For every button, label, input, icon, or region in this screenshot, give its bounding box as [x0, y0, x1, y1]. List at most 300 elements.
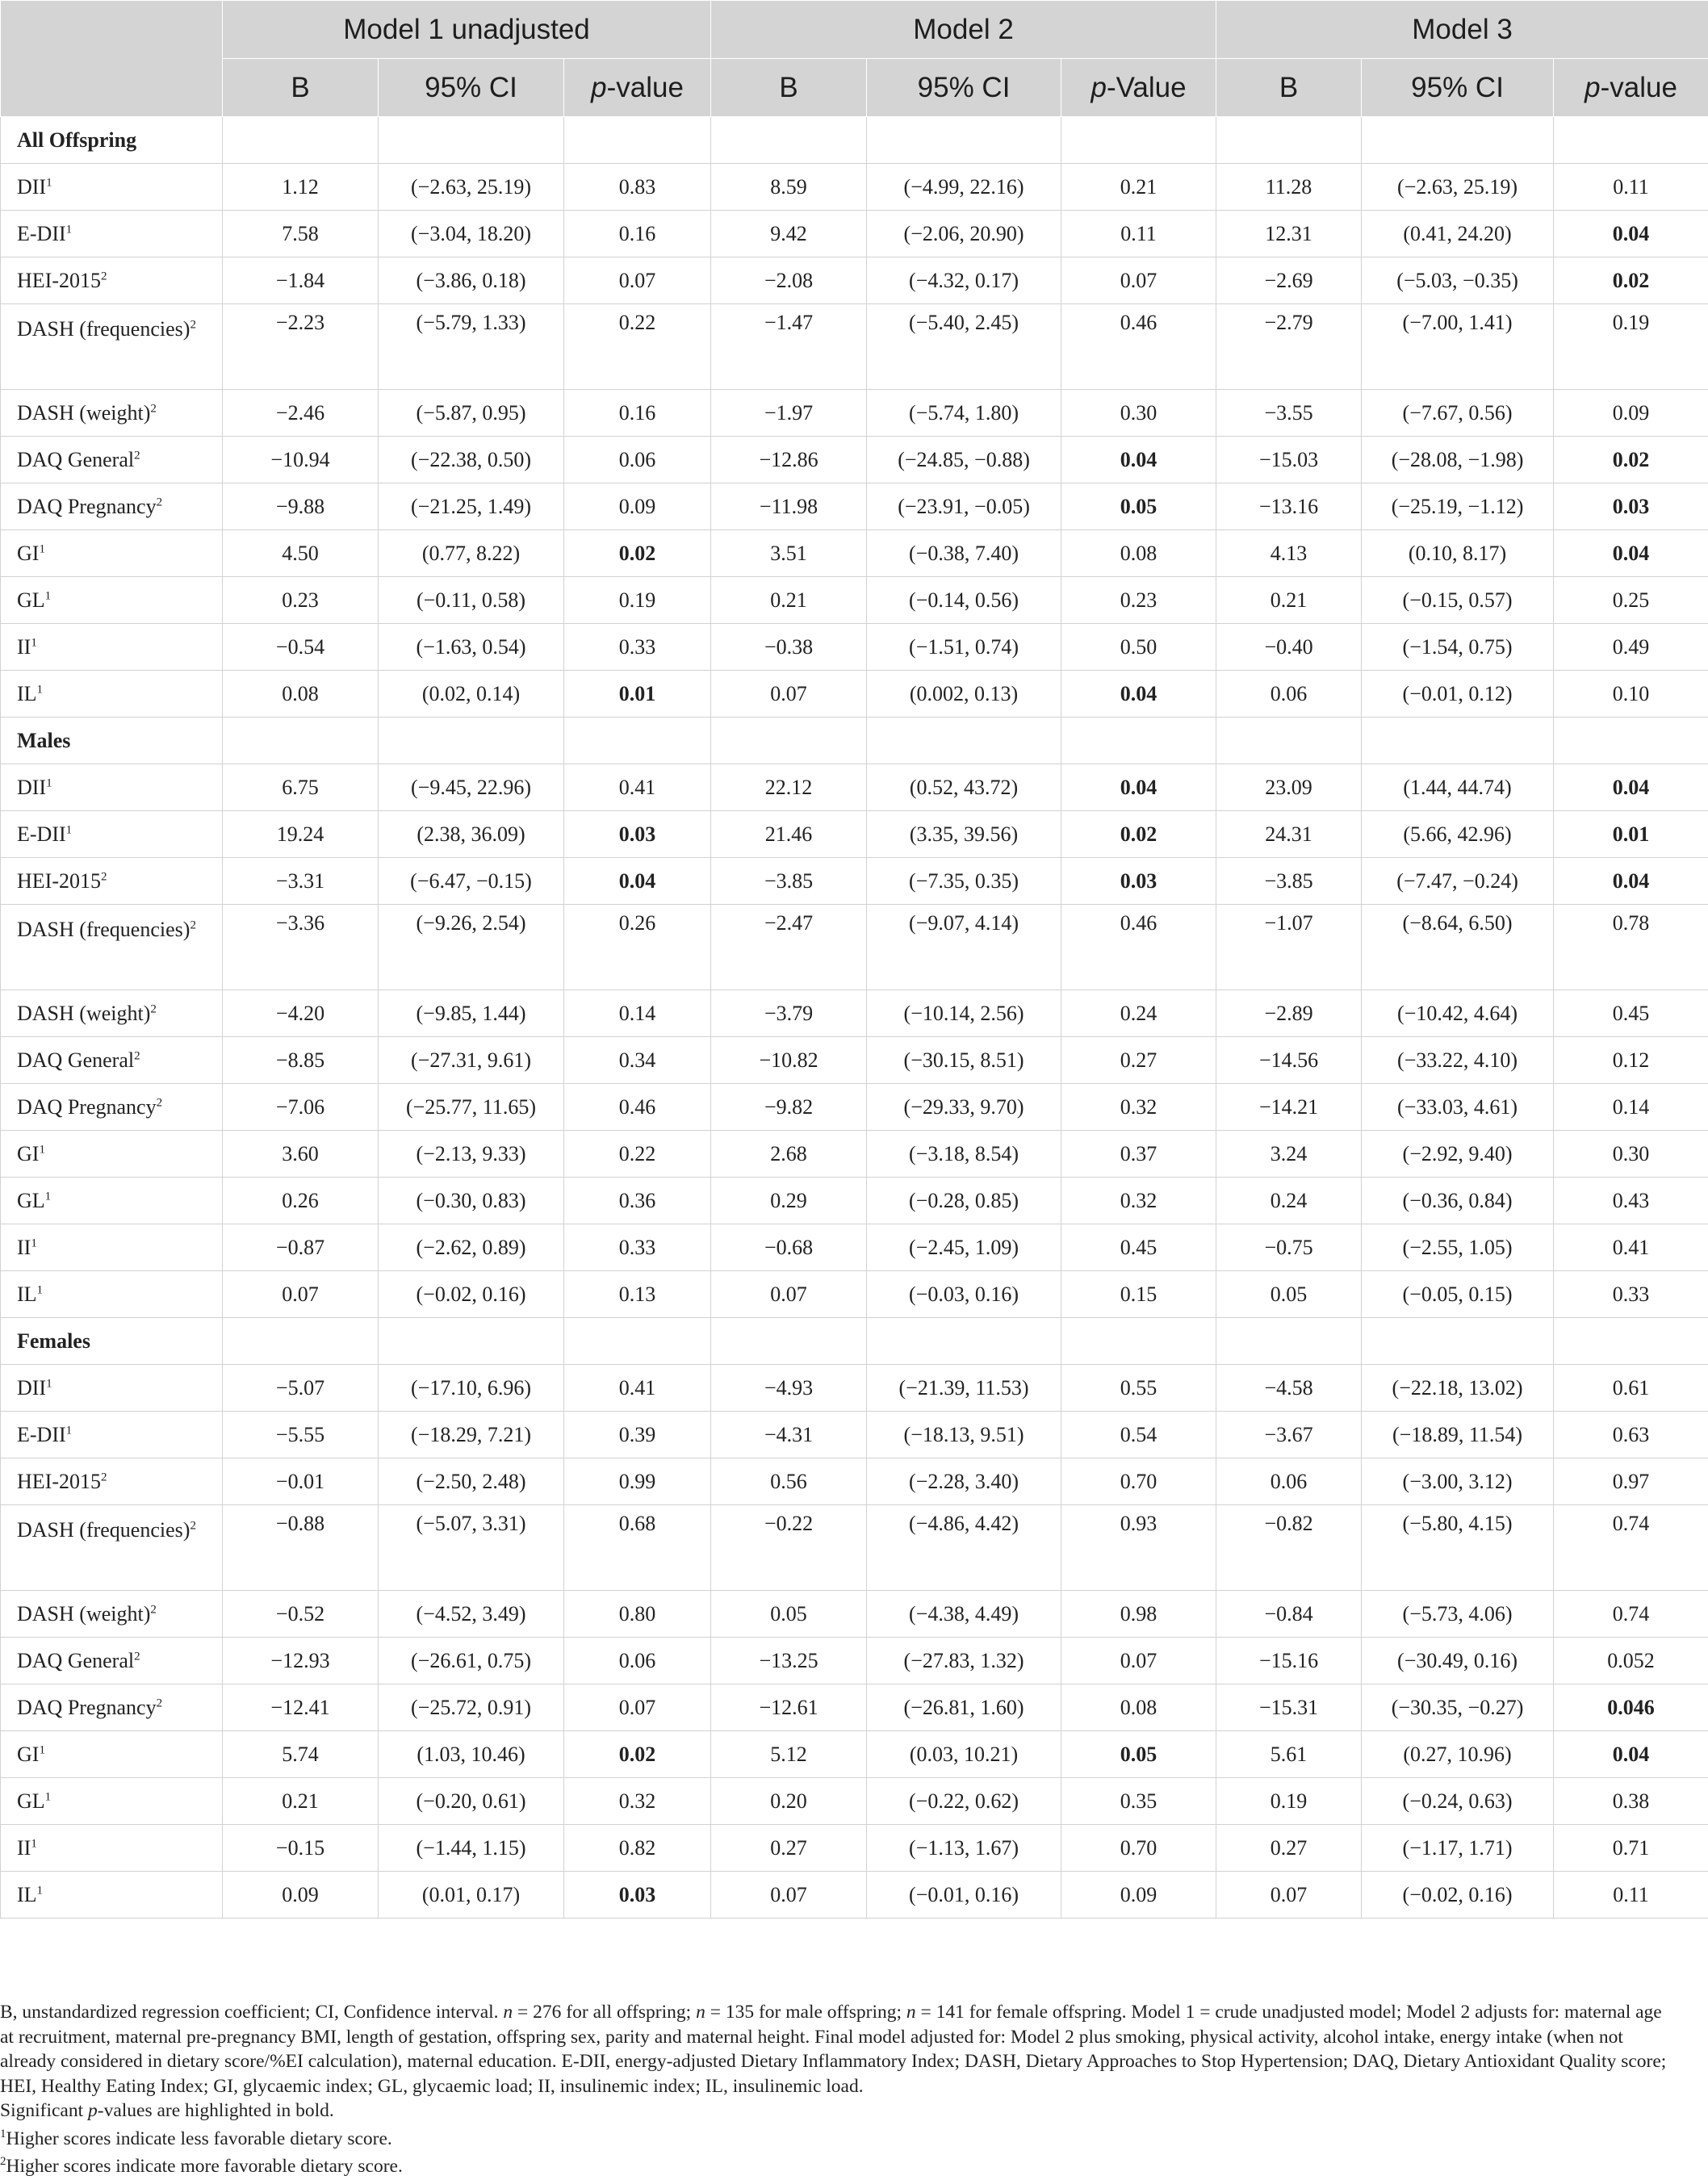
value-cell: 0.27 — [711, 1825, 867, 1872]
row-label-text: E-DII — [17, 1422, 66, 1446]
value-cell: (−0.15, 0.57) — [1362, 577, 1554, 624]
row-label-text: DII — [17, 1375, 47, 1400]
value-cell: −4.58 — [1216, 1365, 1362, 1412]
value-cell: 0.20 — [711, 1778, 867, 1825]
significant-value: 0.02 — [618, 541, 656, 565]
value-cell: (−28.08, −1.98) — [1362, 437, 1554, 483]
value-cell: −1.07 — [1216, 905, 1362, 990]
value-cell: (−1.63, 0.54) — [379, 624, 564, 671]
row-label-sup: 2 — [190, 318, 196, 332]
header-group-row — [1, 1, 1708, 59]
value-cell: (−9.26, 2.54) — [379, 905, 564, 990]
value-cell: (−2.63, 25.19) — [379, 164, 564, 211]
row-label-text: DASH (frequencies) — [17, 1518, 190, 1542]
significant-value: 0.02 — [1612, 268, 1650, 292]
value-cell: 23.09 — [1216, 764, 1362, 811]
value-cell: 0.26 — [564, 905, 711, 990]
significant-value: 0.02 — [1612, 447, 1650, 471]
value-cell: (−30.35, −0.27) — [1362, 1684, 1554, 1731]
value-cell: −0.68 — [711, 1224, 867, 1271]
value-cell: 0.54 — [1061, 1412, 1216, 1458]
table-row — [1, 1131, 1708, 1178]
row-label-text: GL — [17, 588, 45, 612]
significant-value: 0.03 — [1120, 868, 1158, 893]
section-row — [1, 1318, 1708, 1365]
value-cell: (−2.13, 9.33) — [379, 1131, 564, 1178]
table-row — [1, 1084, 1708, 1131]
value-cell: (0.77, 8.22) — [379, 530, 564, 577]
row-label-text: DII — [17, 174, 47, 199]
value-cell: 0.05 — [1216, 1271, 1362, 1318]
value-cell: 0.50 — [1061, 624, 1216, 671]
row-label — [1, 1684, 223, 1731]
table-row — [1, 1778, 1708, 1825]
value-cell: 24.31 — [1216, 811, 1362, 858]
row-label — [1, 1591, 223, 1638]
significant-value: 0.046 — [1607, 1695, 1655, 1719]
subheader-text: B — [291, 71, 310, 103]
text-run: = 276 for all offspring; — [513, 2002, 697, 2023]
row-label — [1, 437, 223, 483]
row-label-sup: 1 — [44, 1789, 52, 1803]
value-cell: (−0.28, 0.85) — [867, 1178, 1061, 1224]
value-cell: 0.68 — [564, 1505, 711, 1591]
table-row — [1, 1591, 1708, 1638]
table-row — [1, 811, 1708, 858]
row-label-sup: 1 — [36, 682, 44, 696]
value-cell — [1554, 437, 1708, 483]
row-label — [1, 764, 223, 811]
row-label — [1, 483, 223, 530]
subheader-cell — [867, 59, 1061, 117]
row-label-sup: 1 — [31, 1836, 37, 1850]
value-cell: (−0.02, 0.16) — [379, 1271, 564, 1318]
empty-cell — [711, 718, 867, 764]
value-cell: (−17.10, 6.96) — [379, 1365, 564, 1412]
value-cell: (−1.51, 0.74) — [867, 624, 1061, 671]
value-cell: 0.07 — [564, 257, 711, 304]
value-cell: 0.46 — [1061, 304, 1216, 390]
table-row — [1, 1872, 1708, 1918]
empty-cell — [223, 117, 379, 164]
value-cell: (0.02, 0.14) — [379, 671, 564, 718]
value-cell: 0.23 — [223, 577, 379, 624]
significant-value: 0.03 — [1612, 494, 1650, 518]
value-cell: (−18.89, 11.54) — [1362, 1412, 1554, 1458]
value-cell: 5.12 — [711, 1731, 867, 1778]
value-cell: 0.09 — [1061, 1872, 1216, 1918]
value-cell: −15.03 — [1216, 437, 1362, 483]
value-cell: −0.40 — [1216, 624, 1362, 671]
row-label-sup: 2 — [100, 1470, 107, 1483]
value-cell — [564, 530, 711, 577]
row-label-sup: 1 — [39, 1743, 45, 1756]
value-cell: 0.37 — [1061, 1131, 1216, 1178]
value-cell: (−2.06, 20.90) — [867, 211, 1061, 257]
row-label-sup: 1 — [65, 1423, 73, 1437]
row-label-text: II — [17, 634, 31, 659]
empty-cell — [223, 718, 379, 764]
row-label — [1, 1224, 223, 1271]
row-label-text: DASH (weight) — [17, 1001, 151, 1025]
significant-value: 0.04 — [618, 868, 656, 893]
section-title: Females — [1, 1318, 223, 1365]
value-cell: −2.46 — [223, 390, 379, 437]
value-cell: 0.23 — [1061, 577, 1216, 624]
value-cell: 0.16 — [564, 390, 711, 437]
subheader-cell — [1061, 59, 1216, 117]
value-cell — [1554, 1731, 1708, 1778]
subheader-text: 95% CI — [425, 71, 517, 103]
value-cell: −3.85 — [711, 858, 867, 905]
value-cell: 0.14 — [564, 990, 711, 1037]
value-cell: −4.31 — [711, 1412, 867, 1458]
value-cell: 0.19 — [1216, 1778, 1362, 1825]
value-cell: (−33.03, 4.61) — [1362, 1084, 1554, 1131]
table-row — [1, 390, 1708, 437]
value-cell — [564, 671, 711, 718]
empty-cell — [1554, 117, 1708, 164]
row-label-sup: 1 — [44, 588, 52, 602]
value-cell: 0.32 — [1061, 1178, 1216, 1224]
value-cell: 0.26 — [223, 1178, 379, 1224]
value-cell: (1.44, 44.74) — [1362, 764, 1554, 811]
value-cell: (0.10, 8.17) — [1362, 530, 1554, 577]
value-cell — [564, 1872, 711, 1918]
value-cell: (5.66, 42.96) — [1362, 811, 1554, 858]
significant-value: 0.04 — [1612, 541, 1650, 565]
subheader-text: B — [1279, 71, 1299, 103]
value-cell: −3.36 — [223, 905, 379, 990]
table-row — [1, 990, 1708, 1037]
value-cell: 0.27 — [1061, 1037, 1216, 1084]
value-cell: (−5.03, −0.35) — [1362, 257, 1554, 304]
row-label-sup: 2 — [100, 869, 107, 883]
text-run: = 141 for female offspring. Model 1 = crude unadjusted model; Model 2 adjusts for: maternal age at recruitment, maternal pre-pregnancy BMI, length of gestation, offspring sex, parity and maternal height. Final model adjusted for: Model 2 plus smoking, physical activity, alcohol intake, energy intake (when not already considered in dietary score/%EI calculation), maternal education. E-DII, energy-adjusted Dietary Inflammatory Index; DASH, Dietary Approaches to Stop Hypertension; DAQ, Dietary Antioxidant Quality score; HEI, Healthy Eating Index; GI, glycaemic index; GL, glycaemic load; II, insulinemic index; IL, insulinemic load. — [0, 2002, 1667, 2097]
value-cell: 0.55 — [1061, 1365, 1216, 1412]
significant-value: 0.04 — [1612, 1742, 1650, 1766]
value-cell: 0.19 — [564, 577, 711, 624]
row-label-text: DAQ Pregnancy — [17, 494, 157, 518]
value-cell: −3.55 — [1216, 390, 1362, 437]
table-row — [1, 1505, 1708, 1591]
value-cell: (−3.04, 18.20) — [379, 211, 564, 257]
value-cell — [1554, 257, 1708, 304]
value-cell: 8.59 — [711, 164, 867, 211]
row-label-sup: 2 — [156, 1095, 163, 1109]
value-cell: −3.31 — [223, 858, 379, 905]
row-label-text: IL — [17, 1282, 37, 1306]
value-cell: (−9.07, 4.14) — [867, 905, 1061, 990]
value-cell: (−1.44, 1.15) — [379, 1825, 564, 1872]
table-row — [1, 1037, 1708, 1084]
table-notes — [0, 2000, 1679, 2179]
empty-cell — [867, 117, 1061, 164]
header-model-1: Model 1 unadjusted — [223, 1, 711, 59]
row-label — [1, 1412, 223, 1458]
value-cell: 0.32 — [1061, 1084, 1216, 1131]
value-cell: −10.94 — [223, 437, 379, 483]
value-cell: 9.42 — [711, 211, 867, 257]
value-cell: −1.84 — [223, 257, 379, 304]
value-cell: 0.97 — [1554, 1458, 1708, 1505]
value-cell: (−2.28, 3.40) — [867, 1458, 1061, 1505]
subheader-cell — [223, 59, 379, 117]
value-cell: 0.93 — [1061, 1505, 1216, 1591]
value-cell: 0.06 — [1216, 671, 1362, 718]
value-cell: 0.43 — [1554, 1178, 1708, 1224]
significance-note — [0, 2098, 1679, 2124]
value-cell: 22.12 — [711, 764, 867, 811]
row-label-sup: 1 — [44, 1189, 52, 1203]
value-cell: (−2.63, 25.19) — [1362, 164, 1554, 211]
row-label — [1, 671, 223, 718]
value-cell: (−2.92, 9.40) — [1362, 1131, 1554, 1178]
value-cell: (−30.49, 0.16) — [1362, 1638, 1554, 1684]
value-cell: 0.11 — [1554, 1872, 1708, 1918]
row-label-sup: 1 — [46, 175, 52, 189]
empty-cell — [1216, 117, 1362, 164]
table-row — [1, 1271, 1708, 1318]
value-cell: 3.51 — [711, 530, 867, 577]
value-cell — [564, 1731, 711, 1778]
significant-value: 0.01 — [618, 681, 656, 705]
value-cell: 0.14 — [1554, 1084, 1708, 1131]
row-label-text: HEI-2015 — [17, 268, 101, 292]
significant-value: 0.05 — [1120, 494, 1158, 518]
value-cell: (−6.47, −0.15) — [379, 858, 564, 905]
footnote — [0, 2127, 1679, 2152]
empty-cell — [379, 718, 564, 764]
value-cell: (−8.64, 6.50) — [1362, 905, 1554, 990]
table-row — [1, 1458, 1708, 1505]
value-cell: (3.35, 39.56) — [867, 811, 1061, 858]
value-cell: (−5.40, 2.45) — [867, 304, 1061, 390]
value-cell: (−5.79, 1.33) — [379, 304, 564, 390]
value-cell: 0.16 — [564, 211, 711, 257]
value-cell: (−3.00, 3.12) — [1362, 1458, 1554, 1505]
subheader-text: -value — [1600, 71, 1677, 103]
value-cell: −3.79 — [711, 990, 867, 1037]
value-cell: (−30.15, 8.51) — [867, 1037, 1061, 1084]
value-cell: −0.52 — [223, 1591, 379, 1638]
value-cell: 0.06 — [564, 1638, 711, 1684]
value-cell — [1061, 671, 1216, 718]
row-label-sup: 2 — [134, 448, 140, 462]
value-cell: (−4.99, 22.16) — [867, 164, 1061, 211]
value-cell: (−2.45, 1.09) — [867, 1224, 1061, 1271]
value-cell: −4.93 — [711, 1365, 867, 1412]
row-label — [1, 858, 223, 905]
value-cell: −13.25 — [711, 1638, 867, 1684]
row-label — [1, 164, 223, 211]
value-cell: (−2.62, 0.89) — [379, 1224, 564, 1271]
row-label-text: GL — [17, 1789, 45, 1813]
value-cell: 0.74 — [1554, 1505, 1708, 1591]
value-cell: (−5.74, 1.80) — [867, 390, 1061, 437]
row-label — [1, 390, 223, 437]
value-cell: 0.22 — [564, 1131, 711, 1178]
footnote-marker: 1 — [0, 2127, 6, 2140]
value-cell: 0.45 — [1554, 990, 1708, 1037]
value-cell: −11.98 — [711, 483, 867, 530]
value-cell: 0.19 — [1554, 304, 1708, 390]
value-cell: (−10.42, 4.64) — [1362, 990, 1554, 1037]
text-run: -values are highlighted in bold. — [97, 2100, 334, 2121]
value-cell: (−1.13, 1.67) — [867, 1825, 1061, 1872]
row-label — [1, 1037, 223, 1084]
value-cell: −3.67 — [1216, 1412, 1362, 1458]
value-cell: 0.052 — [1554, 1638, 1708, 1684]
subheader-cell — [564, 59, 711, 117]
value-cell: (0.27, 10.96) — [1362, 1731, 1554, 1778]
value-cell: 0.34 — [564, 1037, 711, 1084]
value-cell: 0.11 — [1061, 211, 1216, 257]
significant-value: 0.05 — [1120, 1742, 1158, 1766]
empty-cell — [1554, 1318, 1708, 1365]
row-label-sup: 2 — [150, 1002, 157, 1015]
value-cell: 0.70 — [1061, 1825, 1216, 1872]
italic-run: n — [906, 2002, 916, 2023]
empty-cell — [1362, 718, 1554, 764]
header-corner — [1, 1, 223, 117]
value-cell: 0.07 — [1216, 1872, 1362, 1918]
row-label-text: IL — [17, 1882, 37, 1906]
row-label-sup: 2 — [134, 1649, 140, 1663]
row-label — [1, 905, 223, 990]
empty-cell — [564, 1318, 711, 1365]
value-cell: −0.82 — [1216, 1505, 1362, 1591]
row-label — [1, 990, 223, 1037]
value-cell: (−24.85, −0.88) — [867, 437, 1061, 483]
row-label — [1, 1178, 223, 1224]
value-cell: 0.08 — [223, 671, 379, 718]
value-cell: (−10.14, 2.56) — [867, 990, 1061, 1037]
value-cell: 0.21 — [223, 1778, 379, 1825]
value-cell: (−0.38, 7.40) — [867, 530, 1061, 577]
subheader-text: B — [779, 71, 798, 103]
value-cell: −7.06 — [223, 1084, 379, 1131]
row-label — [1, 1731, 223, 1778]
value-cell: (0.52, 43.72) — [867, 764, 1061, 811]
significant-value: 0.04 — [1612, 221, 1650, 245]
value-cell — [1061, 764, 1216, 811]
value-cell: (1.03, 10.46) — [379, 1731, 564, 1778]
value-cell: 0.41 — [564, 764, 711, 811]
value-cell: 0.80 — [564, 1591, 711, 1638]
subheader-text: 95% CI — [917, 71, 1011, 103]
header-model-2: Model 2 — [711, 1, 1216, 59]
value-cell: (−2.55, 1.05) — [1362, 1224, 1554, 1271]
value-cell — [1554, 811, 1708, 858]
empty-cell — [1061, 117, 1216, 164]
row-label — [1, 257, 223, 304]
empty-cell — [711, 117, 867, 164]
value-cell: (−22.38, 0.50) — [379, 437, 564, 483]
empty-cell — [1362, 1318, 1554, 1365]
value-cell: (−5.07, 3.31) — [379, 1505, 564, 1591]
value-cell: 0.32 — [564, 1778, 711, 1825]
value-cell: 1.12 — [223, 164, 379, 211]
row-label — [1, 577, 223, 624]
value-cell: 0.07 — [711, 1872, 867, 1918]
table-row — [1, 437, 1708, 483]
row-label-sup: 1 — [39, 1142, 45, 1156]
value-cell: −9.88 — [223, 483, 379, 530]
value-cell: −0.15 — [223, 1825, 379, 1872]
table-row — [1, 1178, 1708, 1224]
value-cell: (−4.38, 4.49) — [867, 1591, 1061, 1638]
value-cell: 0.38 — [1554, 1778, 1708, 1825]
row-label-sup: 2 — [150, 401, 157, 415]
row-label — [1, 1825, 223, 1872]
row-label-text: DASH (frequencies) — [17, 918, 190, 941]
row-label — [1, 1505, 223, 1591]
significant-value: 0.01 — [1612, 822, 1650, 846]
empty-cell — [711, 1318, 867, 1365]
value-cell — [1554, 1684, 1708, 1731]
value-cell — [1061, 1731, 1216, 1778]
row-label-sup: 1 — [39, 542, 45, 555]
value-cell — [1554, 764, 1708, 811]
italic-run: p — [88, 2100, 98, 2121]
value-cell: (0.01, 0.17) — [379, 1872, 564, 1918]
empty-cell — [867, 1318, 1061, 1365]
table-row — [1, 905, 1708, 990]
empty-cell — [1362, 117, 1554, 164]
value-cell: −2.79 — [1216, 304, 1362, 390]
significant-value: 0.02 — [1120, 822, 1158, 846]
table-row — [1, 671, 1708, 718]
value-cell: 5.61 — [1216, 1731, 1362, 1778]
value-cell: (−0.02, 0.16) — [1362, 1872, 1554, 1918]
value-cell: 0.07 — [564, 1684, 711, 1731]
value-cell: −4.20 — [223, 990, 379, 1037]
significant-value: 0.03 — [618, 822, 656, 846]
value-cell: 0.33 — [564, 624, 711, 671]
value-cell: 0.29 — [711, 1178, 867, 1224]
value-cell: (−5.87, 0.95) — [379, 390, 564, 437]
subheader-cell — [1362, 59, 1554, 117]
table-row — [1, 257, 1708, 304]
value-cell: (−0.36, 0.84) — [1362, 1178, 1554, 1224]
row-label-text: DASH (weight) — [17, 1601, 151, 1626]
value-cell: −0.87 — [223, 1224, 379, 1271]
row-label-text: HEI-2015 — [17, 1469, 101, 1493]
value-cell: −0.75 — [1216, 1224, 1362, 1271]
row-label — [1, 1131, 223, 1178]
value-cell: 0.21 — [1061, 164, 1216, 211]
row-label-sup: 1 — [36, 1282, 44, 1296]
section-title: Males — [1, 718, 223, 764]
value-cell: 0.06 — [564, 437, 711, 483]
row-label-sup: 2 — [100, 269, 107, 282]
row-label-text: DAQ General — [17, 447, 135, 471]
row-label-sup: 1 — [65, 822, 73, 836]
row-label-text: GI — [17, 1141, 40, 1165]
value-cell: (−5.80, 4.15) — [1362, 1505, 1554, 1591]
value-cell: (−3.18, 8.54) — [867, 1131, 1061, 1178]
header-subheader-row — [1, 59, 1708, 117]
abbreviations-note — [0, 2000, 1679, 2098]
value-cell: (−3.86, 0.18) — [379, 257, 564, 304]
value-cell: (−7.67, 0.56) — [1362, 390, 1554, 437]
subheader-text: -Value — [1106, 71, 1187, 103]
value-cell: 0.07 — [711, 671, 867, 718]
value-cell: (2.38, 36.09) — [379, 811, 564, 858]
value-cell: 0.21 — [711, 577, 867, 624]
value-cell: 0.27 — [1216, 1825, 1362, 1872]
